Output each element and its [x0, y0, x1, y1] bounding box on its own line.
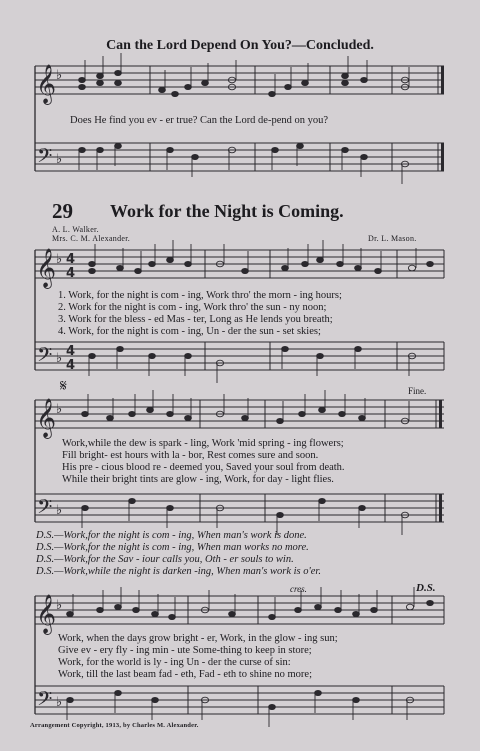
staff-treble-0: [35, 66, 444, 94]
bass-clef-icon: 𝄢: [37, 343, 53, 371]
verse-line: Work, till the last beam fad - eth, Fad - eth to shine no more;: [58, 669, 313, 680]
treble-clef-icon: 𝄞: [36, 398, 57, 438]
treble-clef-icon: 𝄞: [36, 64, 57, 104]
verse-line: 1. Work, for the night is com - ing, Work thro' the morn - ing hours;: [58, 290, 342, 301]
flat-icon: ♭: [56, 503, 63, 518]
staff-bass-0: [35, 143, 444, 171]
barlines-2: [200, 400, 436, 522]
crescendo-marking: cres.: [290, 584, 307, 594]
time-signature-icon: 4: [66, 252, 76, 267]
flat-icon: ♭: [56, 598, 63, 613]
flat-icon: ♭: [56, 252, 63, 267]
ds-line: D.S.—Work,for the night is com - ing, When man's work is done.: [36, 530, 307, 541]
time-signature-icon: 4: [66, 344, 76, 359]
copyright-notice: Arrangement Copyright, 1913, by Charles M. Alexander.: [30, 722, 199, 729]
previous-song-title: Can the Lord Depend On You?—Concluded.: [106, 38, 374, 53]
verse-line: 3. Work for the bless - ed Mas - ter, Long as He lends you breath;: [58, 314, 333, 325]
ds-marking: D.S.: [416, 582, 436, 594]
flat-icon: ♭: [56, 402, 63, 417]
ds-line: D.S.—Work,for the Sav - iour calls you, Oth - er souls to win.: [36, 554, 294, 565]
bass-clef-icon: 𝄢: [37, 687, 53, 715]
ds-line: D.S.—Work,for the night is com - ing, When man works no more.: [36, 542, 309, 553]
treble-clef-icon: 𝄞: [36, 248, 57, 288]
ds-line: D.S.—Work,while the night is darken -ing, When man's work is o'er.: [36, 566, 321, 577]
flat-icon: ♭: [56, 351, 63, 366]
previous-song-lyric: Does He find you ev - er true? Can the Lord de-pend on you?: [70, 115, 329, 126]
noteheads: [67, 53, 434, 727]
arranger-credit: Mrs. C. M. Alexander.: [52, 234, 131, 243]
fine-marking: Fine.: [408, 386, 427, 396]
verse-line: His pre - cious blood re - deemed you, Saved your soul from death.: [62, 462, 345, 473]
staff-treble-2: [35, 400, 444, 428]
flat-icon: ♭: [56, 152, 63, 167]
flat-icon: ♭: [56, 695, 63, 710]
bass-clef-icon: 𝄢: [37, 144, 53, 172]
verse-line: Work, when the days grow bright - er, Work, in the glow - ing sun;: [58, 633, 338, 644]
verse-line: 2. Work for the night is com - ing, Work thro' the sun - ny noon;: [58, 302, 327, 313]
time-signature-icon: 4: [66, 358, 76, 373]
time-signature-icon: 4: [66, 266, 76, 281]
hymn-title: Work for the Night is Coming.: [110, 201, 344, 221]
verse-line: Give ev - ery fly - ing min - ute Some-thing to keep in store;: [58, 645, 312, 656]
flat-icon: ♭: [56, 68, 63, 83]
segno-icon: 𝄋: [60, 378, 67, 395]
staff-bass-2: [35, 494, 444, 522]
composer-credit: Dr. L. Mason.: [368, 234, 417, 243]
treble-clef-icon: 𝄞: [36, 594, 57, 634]
verse-line: While their bright tints are glow - ing, Work, for day - light flies.: [62, 474, 334, 485]
verse-line: Work, for the world is ly - ing Un - der the curse of sin:: [58, 657, 291, 668]
lyricist-credit: A. L. Walker.: [52, 225, 99, 234]
verse-line: Fill bright- est hours with la - bor, Rest comes sure and soon.: [62, 450, 319, 461]
verse-line: Work,while the dew is spark - ling, Work 'mid spring - ing flowers;: [62, 438, 344, 449]
staff-bass-1: [35, 342, 444, 370]
staff-bass-3: [35, 686, 444, 714]
bass-clef-icon: 𝄢: [37, 495, 53, 523]
staff-treble-1: [35, 250, 444, 278]
hymn-number: 29: [52, 199, 73, 223]
verse-line: 4. Work, for the night is com - ing, Un - der the sun - set skies;: [58, 326, 321, 337]
